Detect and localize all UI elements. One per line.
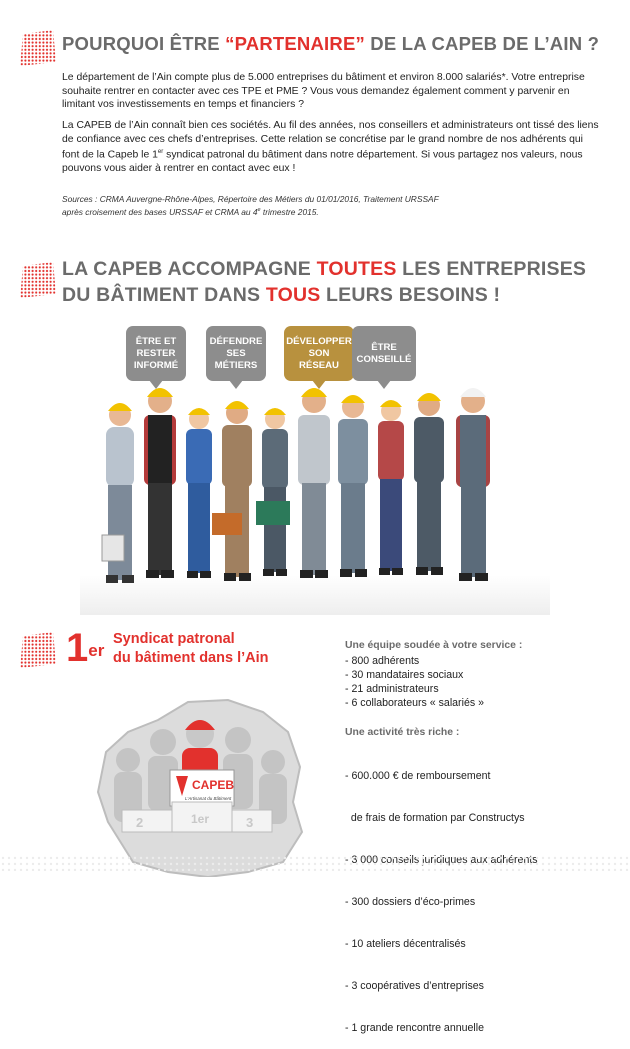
team-heading: Une équipe soudée à votre service : [345, 640, 523, 651]
dotted-square-icon [20, 30, 56, 66]
sources-note: Sources : CRMA Auvergne-Rhône-Alpes, Répertoire des Métiers du 01/01/2016, Traitement URSSAF après croisement des bases URSSAF et CRMA au 4e trimestre 2015. [62, 194, 439, 217]
list-item: - 30 mandataires sociaux [345, 669, 464, 681]
list-item: - 800 adhérents [345, 655, 420, 667]
bubble-metiers: DÉFENDRE SES MÉTIERS [206, 326, 266, 381]
rank-number: 1er [66, 626, 105, 670]
dotted-square-icon [20, 632, 56, 668]
podium-2: 2 [136, 815, 144, 830]
podium-1: 1er [191, 812, 210, 826]
activity-heading: Une activité très riche : [345, 727, 460, 738]
logo-text: CAPEB [192, 778, 235, 792]
team-list [345, 654, 484, 710]
workers-group-image [80, 375, 550, 615]
list-item: de frais de formation par Constructys [345, 812, 525, 824]
bubble-conseille: ÊTRE CONSEILLÉ [352, 326, 416, 381]
list-item: - 1 grande rencontre annuelle [345, 1022, 484, 1034]
list-item: - 6 collaborateurs « salariés » [345, 697, 484, 709]
intro-paragraph-1: Le département de l’Ain compte plus de 5.000 entreprises du bâtiment et environ 8.000 salariés*. Votre entreprise souhaite rentrer en contacter avec ces TPE et PME ? Vous vous demandez également comment y parvenir en limitant vos investissements en temps et financiers ? [62, 72, 585, 110]
bubble-informe: ÊTRE ET RESTER INFORMÉ [126, 326, 186, 381]
footer-dot-pattern [0, 855, 630, 871]
ain-map-podium-illustration [88, 672, 308, 877]
list-item: - 600.000 € de remboursement [345, 770, 491, 782]
dotted-square-icon [20, 262, 56, 298]
list-item: - 300 dossiers d’éco-primes [345, 896, 476, 908]
list-item: - 21 administrateurs [345, 683, 439, 695]
list-item: - 3 coopératives d’entreprises [345, 980, 484, 992]
rank-title: Syndicat patronal du bâtiment dans l’Ain [113, 631, 269, 666]
sources-note-line2: après croisement des bases URSSAF et CRMA au 4e trimestre 2015. [62, 206, 319, 217]
intro-paragraph-2: La CAPEB de l’Ain connaît bien ces sociétés. Au fil des années, nos conseillers et administrateurs ont tissé des liens de confiance avec ces chefs d’entreprises. Cette relation se concrétise par le grand nombre de nos adhérents qui font de la Capeb le 1er syndicat patronal du bâtiment dans notre département. Si vous partagez nos valeurs, nous pouvons vous aider à rentrer en contact avec eux ! [62, 120, 599, 174]
list-item: - 10 ateliers décentralisés [345, 938, 466, 950]
logo-subtitle: L’Artisanat du Bâtiment [185, 796, 232, 801]
podium-3: 3 [246, 815, 254, 830]
activity-list [345, 741, 538, 1049]
section2-title: LA CAPEB ACCOMPAGNE TOUTES LES ENTREPRISES DU BÂTIMENT DANS TOUS LEURS BESOINS ! [62, 258, 587, 306]
section1-title: POURQUOI ÊTRE “PARTENAIRE” DE LA CAPEB DE L’AIN ? [62, 33, 600, 54]
bubble-reseau: DÉVELOPPER SON RÉSEAU [284, 326, 354, 381]
